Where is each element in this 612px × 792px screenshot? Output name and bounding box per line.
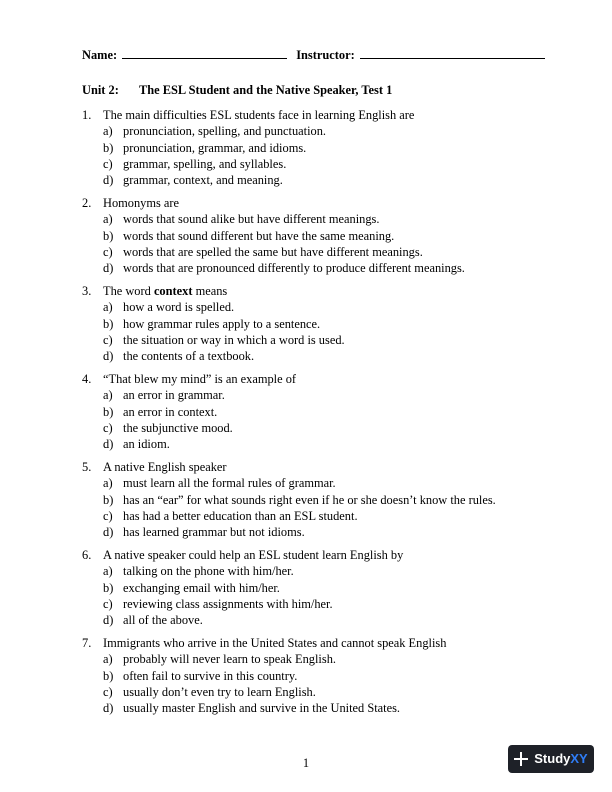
answer-option-c[interactable] [82, 596, 552, 612]
answer-option-b[interactable] [82, 228, 552, 244]
option-text: words that are pronounced differently to produce different meanings. [123, 261, 465, 276]
answer-option-b[interactable] [82, 580, 552, 596]
answer-option-c[interactable] [82, 332, 552, 348]
option-text: grammar, context, and meaning. [123, 173, 283, 188]
question-stem [82, 635, 552, 651]
question-number: 2. [82, 195, 92, 210]
option-letter: a) [103, 564, 113, 579]
option-text: has learned grammar but not idioms. [123, 525, 305, 540]
answer-options [82, 299, 552, 364]
question-number: 1. [82, 108, 92, 122]
answer-options [82, 123, 552, 188]
option-letter: a) [103, 476, 113, 491]
option-letter: c) [103, 596, 113, 611]
option-letter: d) [103, 525, 114, 540]
question-text: The main difficulties ESL students face in learning English are [103, 108, 415, 122]
unit-title: The ESL Student and the Native Speaker, Test 1 [139, 83, 393, 97]
name-blank-line[interactable] [122, 46, 287, 59]
option-letter: d) [103, 701, 114, 716]
answer-option-c[interactable] [82, 156, 552, 172]
option-text: grammar, spelling, and syllables. [123, 156, 287, 171]
answer-option-c[interactable] [82, 684, 552, 700]
option-text: usually master English and survive in the United States. [123, 701, 401, 716]
option-letter: d) [103, 613, 114, 628]
option-letter: c) [103, 332, 113, 347]
brand-prefix: Study [534, 750, 571, 766]
question-stem [82, 107, 552, 123]
option-text: has had a better education than an ESL student. [123, 508, 358, 523]
answer-option-d[interactable] [82, 260, 552, 276]
answer-option-a[interactable] [82, 651, 552, 667]
question-number: 7. [82, 635, 92, 650]
answer-option-a[interactable] [82, 299, 552, 315]
option-text: the subjunctive mood. [123, 420, 233, 435]
option-letter: c) [103, 684, 113, 699]
option-letter: b) [103, 316, 114, 331]
option-text: often fail to survive in this country. [123, 668, 298, 683]
question-1 [82, 107, 552, 188]
answer-options [82, 387, 552, 452]
option-letter: b) [103, 228, 114, 243]
answer-option-a[interactable] [82, 211, 552, 227]
option-letter: b) [103, 668, 114, 683]
question-stem [82, 371, 552, 387]
question-text-after: means [192, 283, 228, 298]
answer-option-d[interactable] [82, 436, 552, 452]
answer-option-a[interactable] [82, 123, 552, 139]
question-6 [82, 547, 552, 628]
option-letter: c) [103, 508, 113, 523]
question-5 [82, 459, 552, 540]
option-letter: a) [103, 124, 113, 139]
name-label: Name: [82, 48, 118, 62]
question-stem [82, 547, 552, 563]
option-text: the situation or way in which a word is used. [123, 332, 345, 347]
option-text: how a word is spelled. [123, 300, 235, 315]
option-text: all of the above. [123, 613, 203, 628]
option-letter: c) [103, 156, 113, 171]
option-text: pronunciation, spelling, and punctuation. [123, 124, 327, 139]
answer-option-c[interactable] [82, 420, 552, 436]
option-text: must learn all the formal rules of grammar. [123, 476, 336, 491]
option-letter: b) [103, 404, 114, 419]
option-letter: b) [103, 140, 114, 155]
question-number: 3. [82, 283, 92, 298]
question-text: Homonyms are [103, 195, 180, 210]
option-letter: b) [103, 580, 114, 595]
question-list [82, 107, 552, 723]
question-number: 5. [82, 459, 92, 474]
option-letter: d) [103, 349, 114, 364]
name-instructor-header [82, 46, 542, 63]
option-text: pronunciation, grammar, and idioms. [123, 140, 307, 155]
option-letter: d) [103, 261, 114, 276]
question-text-before: The word [103, 283, 154, 298]
option-letter: d) [103, 437, 114, 452]
answer-option-d[interactable] [82, 700, 552, 716]
brand-suffix: XY [570, 750, 588, 766]
answer-option-b[interactable] [82, 492, 552, 508]
page-number: 1 [302, 756, 310, 770]
unit-number: Unit 2: [82, 83, 119, 97]
answer-option-b[interactable] [82, 668, 552, 684]
option-text: an idiom. [123, 437, 170, 452]
question-2 [82, 195, 552, 276]
option-text: exchanging email with him/her. [123, 580, 280, 595]
question-number: 4. [82, 371, 92, 386]
instructor-label: Instructor: [296, 48, 355, 62]
answer-option-a[interactable] [82, 563, 552, 579]
unit-heading [82, 82, 392, 98]
option-letter: c) [103, 244, 113, 259]
answer-option-a[interactable] [82, 387, 552, 403]
question-text: A native speaker could help an ESL student learn English by [103, 547, 404, 562]
plus-icon [514, 752, 528, 766]
question-text: Immigrants who arrive in the United States and cannot speak English [103, 635, 447, 650]
answer-option-a[interactable] [82, 475, 552, 491]
option-text: usually don’t even try to learn English. [123, 684, 316, 699]
answer-option-c[interactable] [82, 244, 552, 260]
answer-option-b[interactable] [82, 404, 552, 420]
option-letter: a) [103, 300, 113, 315]
answer-option-b[interactable] [82, 316, 552, 332]
option-text: probably will never learn to speak English. [123, 652, 336, 667]
option-text: talking on the phone with him/her. [123, 564, 294, 579]
answer-option-d[interactable] [82, 172, 552, 188]
option-letter: b) [103, 492, 114, 507]
option-letter: a) [103, 652, 113, 667]
question-3 [82, 283, 552, 364]
answer-options [82, 475, 552, 540]
answer-options [82, 211, 552, 276]
option-text: words that sound alike but have different meanings. [123, 212, 380, 227]
instructor-blank-line[interactable] [360, 46, 545, 59]
answer-option-c[interactable] [82, 508, 552, 524]
answer-options [82, 651, 552, 716]
question-7 [82, 635, 552, 716]
option-text: words that sound different but have the same meaning. [123, 228, 395, 243]
answer-option-b[interactable] [82, 140, 552, 156]
option-letter: d) [103, 173, 114, 188]
question-4 [82, 371, 552, 452]
question-number: 6. [82, 547, 92, 562]
option-text: the contents of a textbook. [123, 349, 255, 364]
option-letter: a) [103, 388, 113, 403]
question-stem [82, 283, 552, 299]
question-stem [82, 195, 552, 211]
studyxy-badge[interactable] [508, 745, 594, 773]
option-text: an error in context. [123, 404, 218, 419]
option-text: reviewing class assignments with him/her. [123, 596, 333, 611]
answer-option-d[interactable] [82, 348, 552, 364]
question-keyword: context [153, 283, 193, 298]
question-stem [82, 459, 552, 475]
option-text: how grammar rules apply to a sentence. [123, 316, 321, 331]
question-text: “That blew my mind” is an example of [103, 371, 297, 386]
option-text: words that are spelled the same but have different meanings. [123, 244, 423, 259]
answer-options [82, 563, 552, 628]
option-letter: a) [103, 212, 113, 227]
answer-option-d[interactable] [82, 612, 552, 628]
answer-option-d[interactable] [82, 524, 552, 540]
option-text: an error in grammar. [123, 388, 225, 403]
question-text: A native English speaker [103, 459, 227, 474]
option-text: has an “ear” for what sounds right even if he or she doesn’t know the rules. [123, 492, 496, 507]
option-letter: c) [103, 420, 113, 435]
